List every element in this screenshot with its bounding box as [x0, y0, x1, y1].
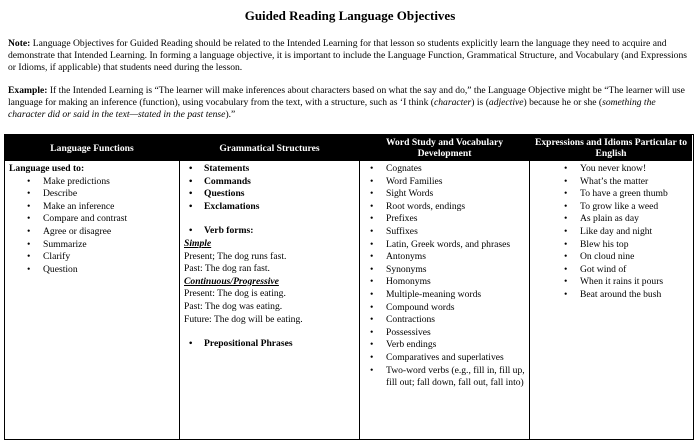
functions-intro: Language used to: — [9, 163, 85, 174]
column-header: Expressions and Idioms Particular to English — [530, 135, 692, 161]
list-item: • Synonyms — [364, 264, 525, 277]
page-title: Guided Reading Language Objectives — [244, 8, 456, 23]
example-italic: something the character did or said in the text—stated in the past tense — [8, 97, 656, 120]
list-item: • Word Families — [364, 176, 525, 189]
list-item: • Compare and contrast — [9, 213, 175, 226]
list-item: • Like day and night — [534, 226, 688, 239]
idioms-column — [530, 135, 692, 439]
list-item: • What’s the matter — [534, 176, 688, 189]
list-item: • Latin, Greek words, and phrases — [364, 239, 525, 252]
list-item: • When it rains it pours — [534, 276, 688, 289]
list-item: • To have a green thumb — [534, 188, 688, 201]
list-item: • You never know! — [534, 163, 688, 176]
list-item: • Comparatives and superlatives — [364, 352, 525, 365]
list-item: • Prepositional Phrases — [184, 338, 355, 351]
list-item: • Multiple-meaning words — [364, 289, 525, 302]
note-text: Language Objectives for Guided Reading should be related to the Intended Learning for that lesson so students explicitly learn the language they need to acquire and demonstrate that Intended Learning. In forming a language objective, it is important to include the Language Function, Grammatical Structure, and Vocabulary (and Expressions or Idioms, if applicable) that students need during the lesson. — [8, 38, 688, 73]
list-item: • Root words, endings — [364, 201, 525, 214]
list-item: • Make predictions — [9, 176, 175, 189]
list-item: • Sight Words — [364, 188, 525, 201]
simple-label: Simple — [184, 237, 212, 249]
example-sentence: Past: The dog was eating. — [184, 300, 283, 312]
note-paragraph — [8, 38, 692, 74]
grammar-column — [180, 135, 360, 439]
list-item: • Beat around the bush — [534, 289, 688, 302]
list-item: • Summarize — [9, 239, 175, 252]
verb-forms-heading: • Verb forms: — [184, 225, 355, 238]
list-item: • On cloud nine — [534, 251, 688, 264]
list-item: • Prefixes — [364, 213, 525, 226]
functions-column — [5, 135, 180, 439]
list-item: • As plain as day — [534, 213, 688, 226]
example-label: Example: — [8, 85, 48, 96]
list-item: • Homonyms — [364, 276, 525, 289]
example-paragraph — [8, 85, 692, 121]
list-item: • Possessives — [364, 327, 525, 340]
example-italic: character — [433, 97, 472, 108]
list-item: • Contractions — [364, 314, 525, 327]
example-sentence: Future: The dog will be eating. — [184, 313, 303, 325]
example-text: ).” — [225, 109, 236, 120]
vocabulary-column — [360, 135, 530, 439]
list-item: • Cognates — [364, 163, 525, 176]
list-item: • Two-word verbs (e.g., fill in, fill up, fill out; fall down, fall out, fall into) — [364, 365, 525, 390]
list-item: • Commands — [184, 176, 355, 189]
column-header: Word Study and Vocabulary Development — [360, 135, 529, 161]
note-label: Note: — [8, 38, 31, 49]
list-item: • Clarify — [9, 251, 175, 264]
column-header: Language Functions — [5, 135, 179, 161]
list-item: • Statements — [184, 163, 355, 176]
list-item: • To grow like a weed — [534, 201, 688, 214]
example-text: ) because he or she ( — [523, 97, 603, 108]
list-item: • Questions — [184, 188, 355, 201]
list-item: • Got wind of — [534, 264, 688, 277]
example-text: ) is ( — [471, 97, 489, 108]
continuous-label: Continuous/Progressive — [184, 275, 279, 287]
example-sentence: Past: The dog ran fast. — [184, 263, 270, 275]
example-sentence: Present: The dog is eating. — [184, 288, 286, 300]
list-item: • Compound words — [364, 302, 525, 315]
list-item: • Question — [9, 264, 175, 277]
list-item: • Exclamations — [184, 201, 355, 214]
list-item: • Antonyms — [364, 251, 525, 264]
example-italic: adjective — [488, 97, 524, 108]
list-item: • Blew his top — [534, 239, 688, 252]
list-item: • Agree or disagree — [9, 226, 175, 239]
example-sentence: Present; The dog runs fast. — [184, 250, 287, 262]
list-item: • Suffixes — [364, 226, 525, 239]
example-text: If the Intended Learning is “The learner will make inferences about characters based on what the say and do,” the Language Objective might be “The learner will use language for making an inference (function), using vocabulary from the text, with a structure, such as ‘I think ( — [8, 85, 685, 108]
column-header: Grammatical Structures — [180, 135, 359, 161]
list-item: • Make an inference — [9, 201, 175, 214]
list-item: • Verb endings — [364, 339, 525, 352]
objectives-table — [4, 134, 694, 440]
list-item: • Describe — [9, 188, 175, 201]
